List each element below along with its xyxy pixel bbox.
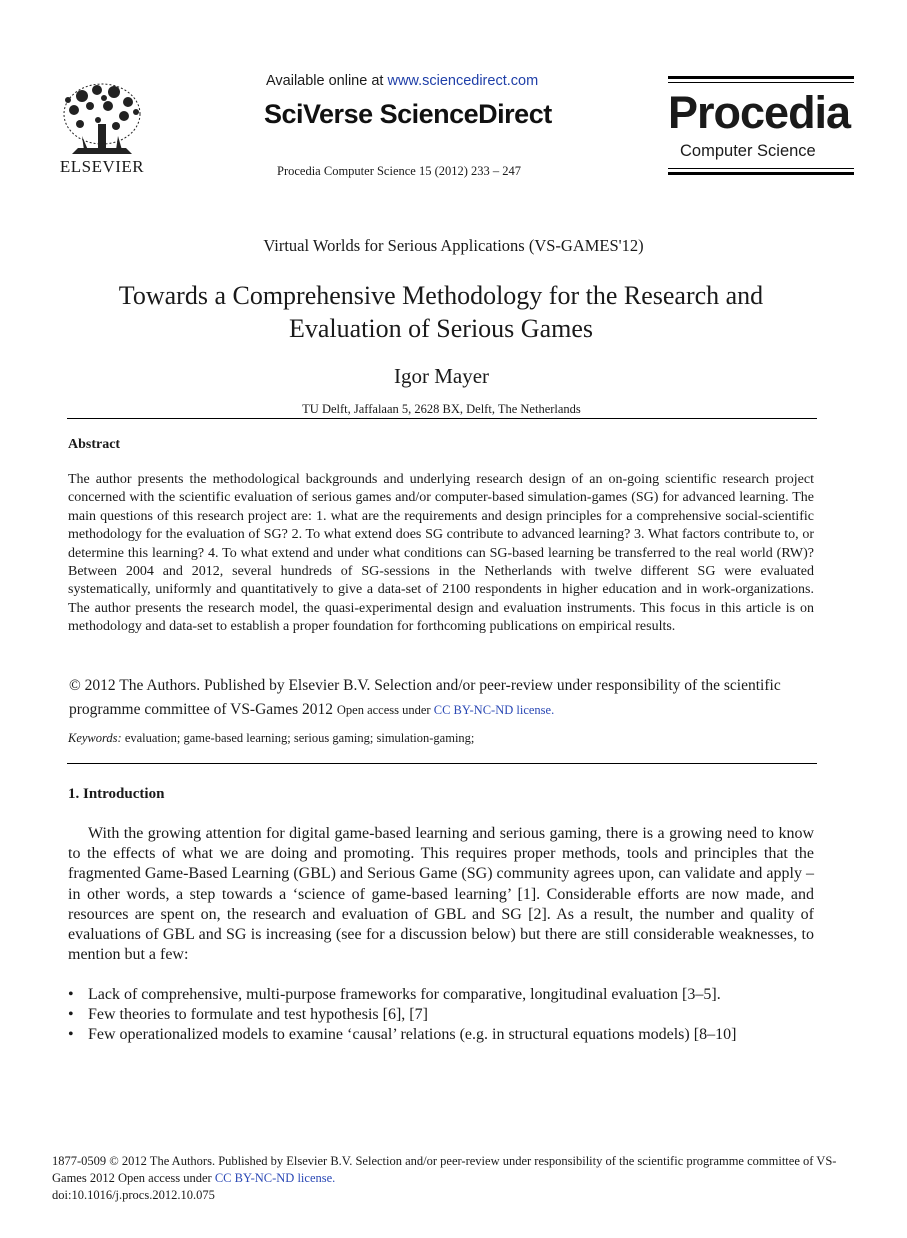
- footer-notice: [52, 1153, 867, 1204]
- license-link[interactable]: CC BY-NC-ND license.: [433, 703, 555, 717]
- keywords: [68, 731, 474, 746]
- author-affiliation: TU Delft, Jaffalaan 5, 2628 BX, Delft, The Netherlands: [302, 402, 581, 416]
- availability-prefix: Available online at: [266, 73, 388, 89]
- procedia-rule-bottom: [668, 172, 854, 175]
- divider-bottom: [67, 763, 817, 764]
- abstract-heading: Abstract: [68, 437, 121, 452]
- intro-paragraph: With the growing attention for digital game-based learning and serious gaming, there is a growing need to know to the effects of what we are doing and promoting. This requires proper methods, tools and principles that the fragmented Game-Based Learning (GBL) and Serious Game (SG) community agrees upon, can validate and apply – in other words, a step towards a ‘science of game-based learning’ [1]. Considerable efforts are now made, and resources are spent on, the research and evaluation of GBL and SG [2]. As a result, the number and quality of evaluations of GBL and SG is increasing (see for a discussion below) but there are still considerable weaknesses, to mention but a few:: [68, 825, 814, 964]
- procedia-title: Procedia: [668, 87, 851, 138]
- procedia-rule-bottom-thin: [668, 168, 854, 169]
- procedia-logo: [668, 76, 854, 176]
- open-access-prefix: Open access under: [336, 703, 434, 717]
- list-item: • Lack of comprehensive, multi-purpose frameworks for comparative, longitudinal evaluation [3–5].: [68, 985, 814, 1005]
- abstract-text: The author presents the methodological backgrounds and underlying research design of an on-going scientific research project concerned with the scientific evaluation of serious games and/or computer-based simulation-games (SG) for advanced learning. The main questions of this research project are: 1. what are the requirements and design principles for a comprehensive social-scientific methodology for the evaluation of SG? 2. To what extend does SG contribute to advanced learning? 3. What factors contribute to, or determine this learning? 4. To what extend and under what conditions can SG-based learning be transferred to the real world (RW)? Between 2004 and 2012, several hundreds of SG-sessions in the Netherlands with twelve different SG were evaluated systematically, uniformly and quantitatively to give a data-set of 2100 respondents in higher education and in work-organizations. The author presents the research model, the quasi-experimental design and evaluation instruments. This focus in this article is on methodology and data-set to establish a proper foundation for forthcoming publications on empirical results.: [68, 472, 814, 635]
- footer-license-link[interactable]: CC BY-NC-ND license.: [214, 1171, 336, 1185]
- elsevier-logo: [52, 76, 152, 178]
- divider-top: [67, 418, 817, 419]
- footer-copyright: 1877-0509 © 2012 The Authors. Published by Elsevier B.V. Selection and/or peer-review under responsibility of the scientific programme committee of VS-Games 2012: [52, 1154, 837, 1185]
- procedia-subtitle: Computer Science: [680, 142, 816, 160]
- list-item: • Few operationalized models to examine ‘causal’ relations (e.g. in structural equations models) [8–10]: [68, 1025, 814, 1045]
- list-item: • Few theories to formulate and test hypothesis [6], [7]: [68, 1005, 814, 1025]
- keywords-label: Keywords:: [68, 731, 122, 745]
- availability-line: [266, 73, 538, 89]
- platform-logo: SciVerse ScienceDirect: [264, 99, 552, 129]
- keywords-list: evaluation; game-based learning; serious gaming; simulation-gaming;: [121, 731, 475, 745]
- procedia-rule-top-thin: [668, 82, 854, 83]
- elsevier-wordmark: ELSEVIER: [59, 157, 145, 176]
- copyright-notice: [69, 674, 839, 722]
- section-heading: 1. Introduction: [68, 786, 165, 802]
- paper-title: Towards a Comprehensive Methodology for the Research and Evaluation of Serious Games: [118, 281, 764, 343]
- doi[interactable]: doi:10.1016/j.procs.2012.10.075: [52, 1188, 215, 1202]
- footer-open-access-prefix: Open access under: [117, 1171, 215, 1185]
- procedia-rule-top: [668, 76, 854, 79]
- sciencedirect-link[interactable]: www.sciencedirect.com: [387, 73, 539, 89]
- copyright-text: © 2012 The Authors. Published by Elsevier B.V. Selection and/or peer-review under responsibility of the scientific programme committee of VS-Games 2012: [69, 677, 781, 718]
- journal-reference: Procedia Computer Science 15 (2012) 233 – 247: [277, 164, 522, 178]
- weakness-list: [68, 985, 814, 1046]
- conference-name: Virtual Worlds for Serious Applications (VS-GAMES'12): [263, 236, 644, 255]
- author-name: Igor Mayer: [393, 364, 490, 388]
